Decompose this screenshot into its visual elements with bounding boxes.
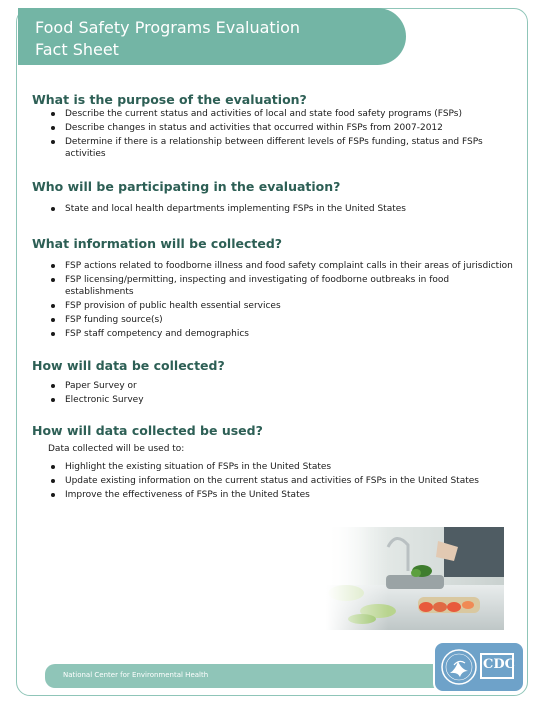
cdc-logo-badge xyxy=(433,641,525,693)
section-intro: Data collected will be used to: xyxy=(48,444,185,454)
footer-bar xyxy=(45,664,497,688)
list-item: FSP funding source(s) xyxy=(32,314,528,326)
list-item: Update existing information on the current status and activities of FSPs in the United States xyxy=(32,475,528,487)
section-usage xyxy=(32,422,528,503)
list-item: Determine if there is a relationship between different levels of FSPs funding, status and FSPs activities xyxy=(32,136,515,160)
bullet-list xyxy=(32,380,528,406)
list-item: Electronic Survey xyxy=(32,394,528,406)
list-item: Paper Survey or xyxy=(32,380,528,392)
title-banner xyxy=(18,8,406,65)
footer-org: National Center for Environmental Health xyxy=(63,671,209,679)
section-heading: What information will be collected? xyxy=(32,236,283,251)
section-heading: What is the purpose of the evaluation? xyxy=(32,92,307,107)
cdc-logo-text: CDC xyxy=(483,657,515,672)
list-item: Improve the effectiveness of FSPs in the United States xyxy=(32,489,528,501)
title-line-1: Food Safety Programs Evaluation xyxy=(35,18,301,37)
section-information xyxy=(32,235,528,342)
title-line-2: Fact Sheet xyxy=(35,40,119,59)
section-participants xyxy=(32,178,528,217)
list-item: State and local health departments implementing FSPs in the United States xyxy=(32,203,528,215)
list-item: FSP licensing/permitting, inspecting and investigating of foodborne outbreaks in food establishments xyxy=(32,274,485,298)
bullet-list xyxy=(32,108,528,160)
list-item: Highlight the existing situation of FSPs in the United States xyxy=(32,461,528,473)
page-title xyxy=(35,17,300,61)
list-item: FSP staff competency and demographics xyxy=(32,328,528,340)
section-purpose xyxy=(32,91,528,162)
list-item: Describe the current status and activities of local and state food safety programs (FSPs) xyxy=(32,108,528,120)
section-collection xyxy=(32,357,528,408)
bullet-list xyxy=(32,461,528,501)
bullet-list xyxy=(32,260,528,340)
list-item: FSP actions related to foodborne illness and food safety complaint calls in their areas of jurisdiction xyxy=(32,260,528,272)
section-heading: How will data collected be used? xyxy=(32,423,263,438)
bullet-list xyxy=(32,203,528,215)
list-item: Describe changes in status and activities that occurred within FSPs from 2007-2012 xyxy=(32,122,528,134)
section-heading: Who will be participating in the evaluation? xyxy=(32,179,341,194)
section-heading: How will data be collected? xyxy=(32,358,225,373)
list-item: FSP provision of public health essential services xyxy=(32,300,528,312)
kitchen-photo xyxy=(326,527,504,630)
